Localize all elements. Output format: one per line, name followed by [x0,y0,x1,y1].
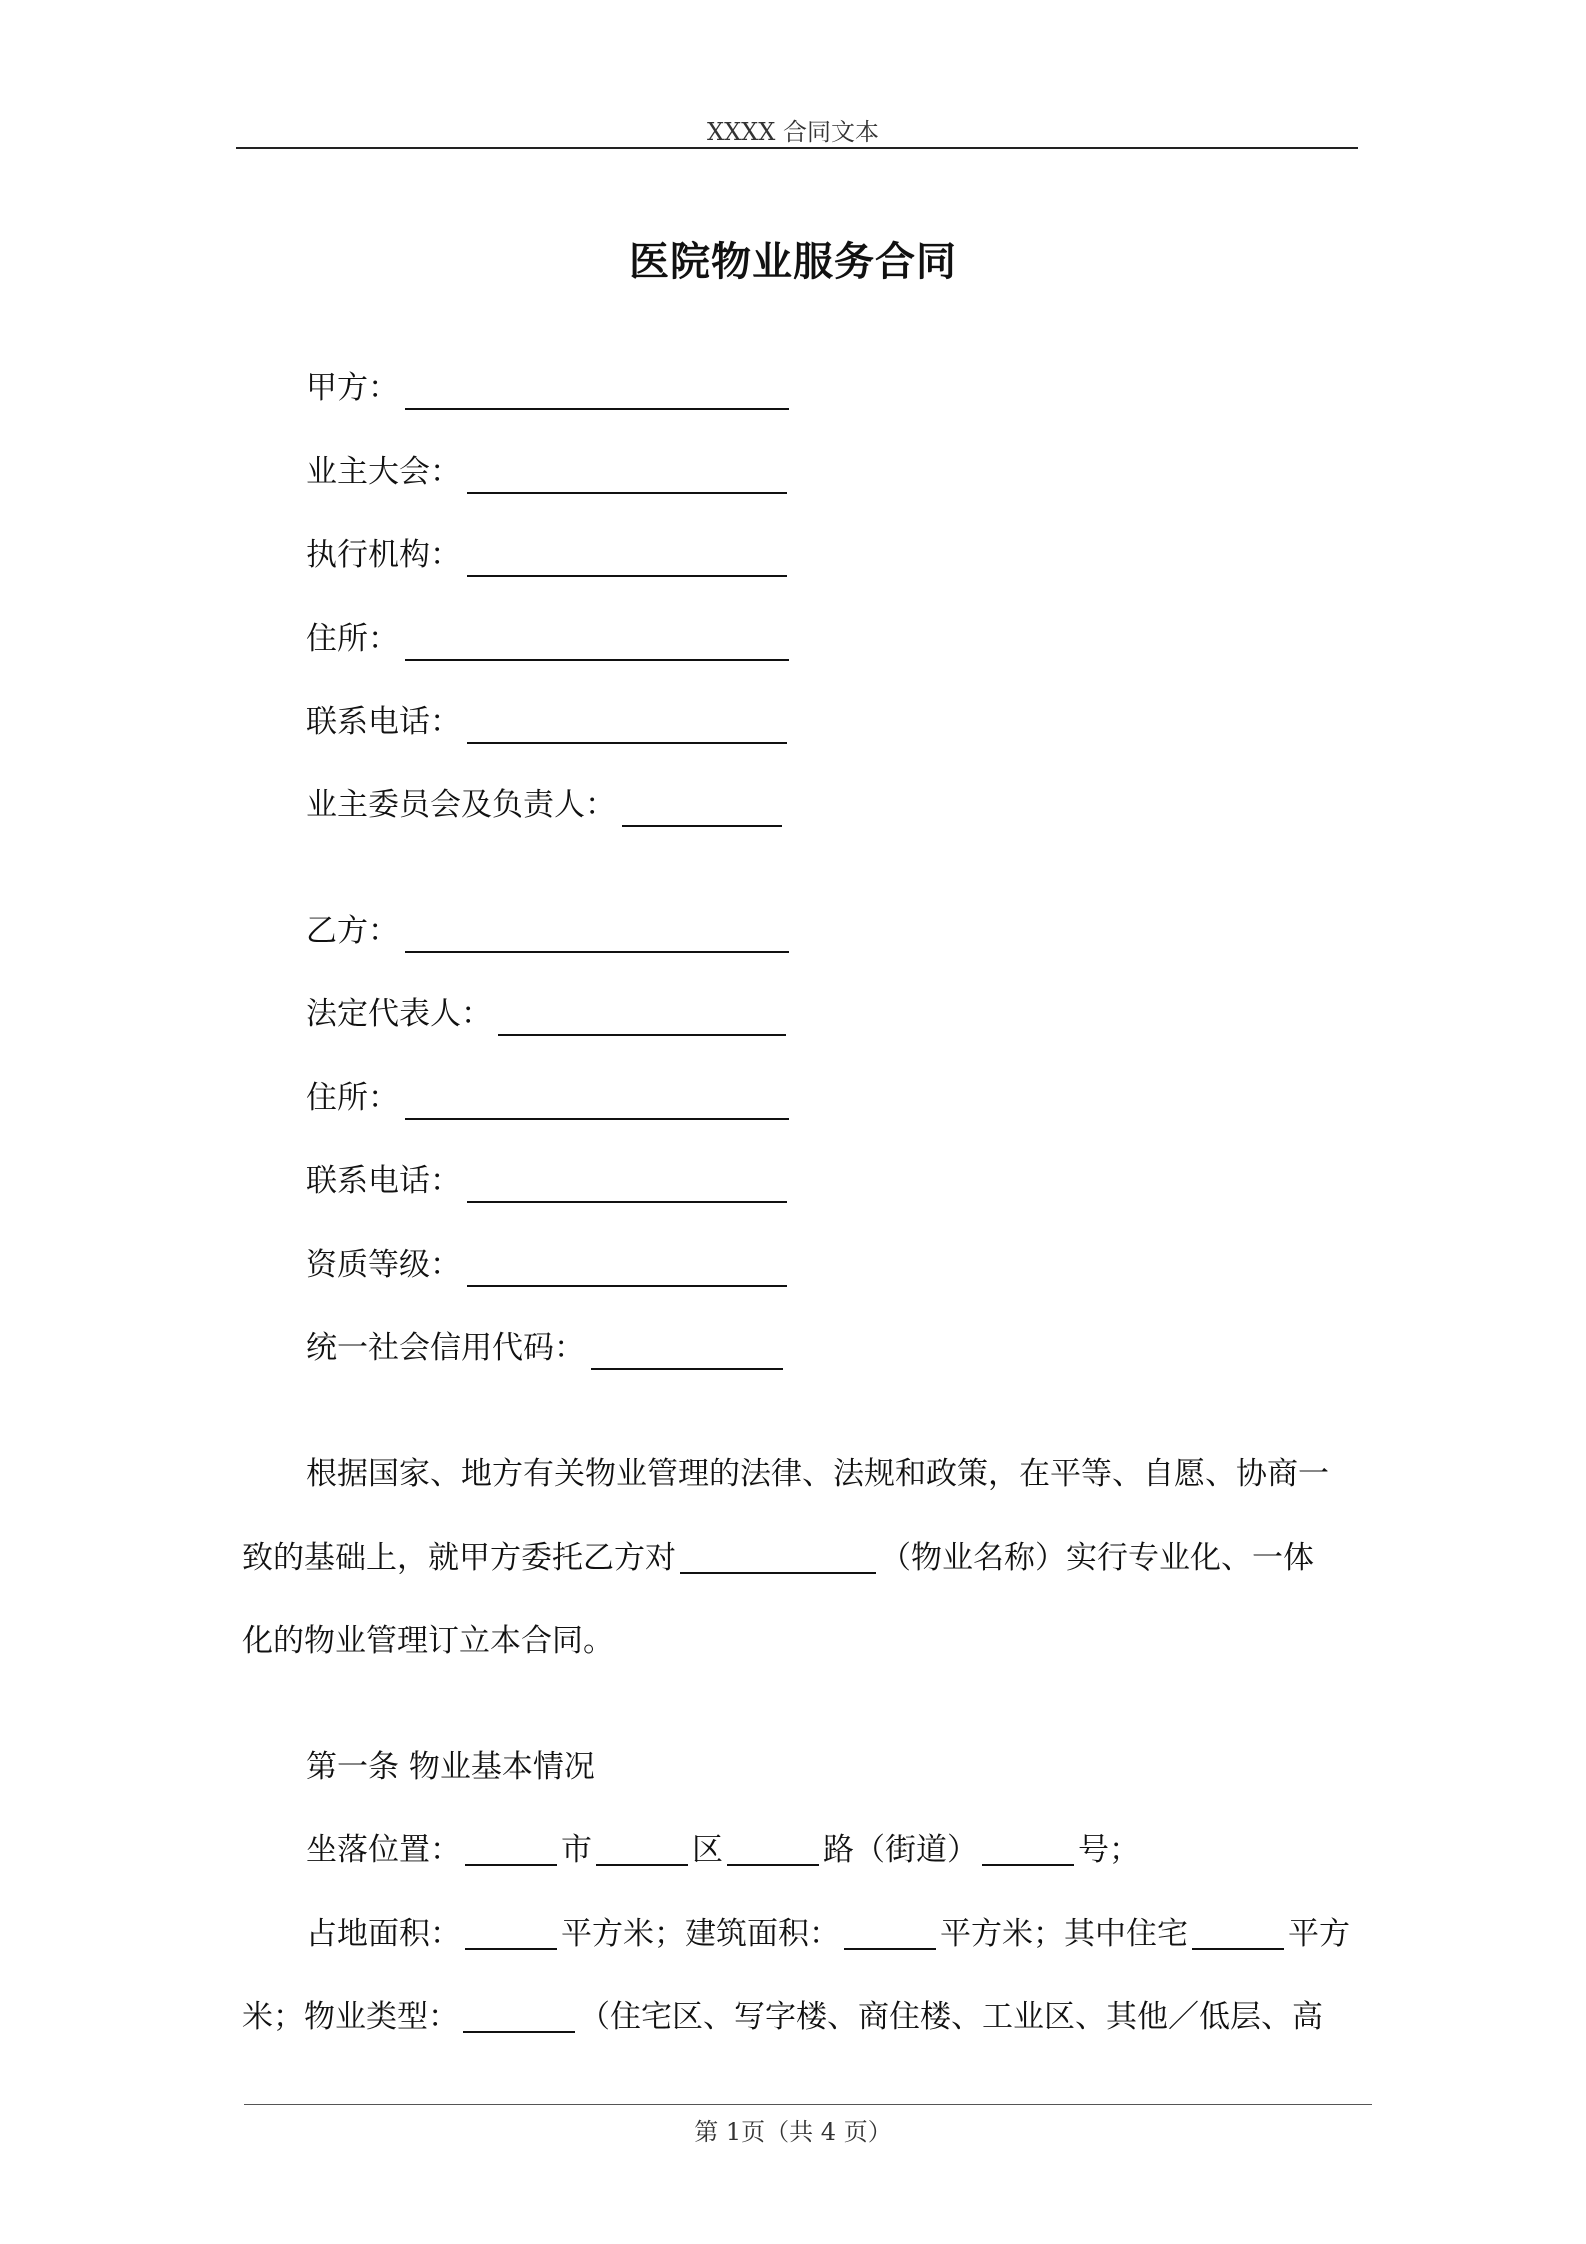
field-label: 统一社会信用代码： [306,1330,585,1366]
area-line-2 [242,1995,1323,2039]
number-text: 号； [1078,1832,1140,1868]
fill-blank[interactable] [467,710,787,744]
fill-blank[interactable] [467,460,787,494]
road-text: 路（街道） [823,1832,978,1868]
location-line [306,1828,1140,1872]
field-label: 联系电话： [306,704,461,740]
property-type-label: 米；物业类型： [242,1999,459,2035]
field-label: 法定代表人： [306,996,492,1032]
owners-assembly-field [306,450,787,494]
field-label: 业主大会： [306,454,461,490]
fill-blank[interactable] [622,793,782,827]
fill-blank[interactable] [405,1086,789,1120]
city-text: 市 [561,1832,592,1868]
area-line-1 [306,1912,1350,1956]
fill-blank[interactable] [467,543,787,577]
field-label: 甲方： [306,370,399,406]
intro-text: （物业名称）实行专业化、一体 [880,1540,1314,1576]
owners-committee-field [306,783,782,827]
field-label: 执行机构： [306,537,461,573]
article-1-heading: 第一条 物业基本情况 [306,1749,595,1785]
field-label: 资质等级： [306,1247,461,1283]
intro-text: 致的基础上，就甲方委托乙方对 [242,1540,676,1576]
fill-blank[interactable] [498,1002,786,1036]
page-header: XXXX 合同文本 [707,118,879,146]
residential-area-blank[interactable] [1192,1918,1284,1950]
field-label: 业主委员会及负责人： [306,787,616,823]
intro-line-1: 根据国家、地方有关物业管理的法律、法规和政策，在平等、自愿、协商一 [306,1456,1329,1492]
intro-line-3: 化的物业管理订立本合同。 [242,1623,614,1659]
district-text: 区 [692,1832,723,1868]
location-label: 坐落位置： [306,1832,461,1868]
fill-blank[interactable] [405,627,789,661]
area-unit-text: 平方米；建筑面积： [561,1916,840,1952]
city-blank[interactable] [465,1834,557,1866]
field-label: 联系电话： [306,1163,461,1199]
fill-blank[interactable] [405,919,789,953]
footer-divider [244,2104,1372,2105]
field-label: 住所： [306,621,399,657]
property-type-blank[interactable] [463,2001,575,2033]
number-blank[interactable] [982,1834,1074,1866]
building-area-blank[interactable] [844,1918,936,1950]
fill-blank[interactable] [591,1336,783,1370]
area-unit-text: 平方 [1288,1916,1350,1952]
credit-code-field [306,1326,783,1370]
qualification-level-field [306,1243,787,1287]
executive-body-field [306,533,787,577]
intro-line-2 [242,1536,1314,1580]
fill-blank[interactable] [467,1169,787,1203]
party-a-field [306,366,789,410]
party-b-field [306,909,789,953]
fill-blank[interactable] [467,1253,787,1287]
area-unit-text: 平方米；其中住宅 [940,1916,1188,1952]
district-blank[interactable] [596,1834,688,1866]
field-label: 乙方： [306,913,399,949]
party-b-phone-field [306,1159,787,1203]
field-label: 住所： [306,1080,399,1116]
land-area-blank[interactable] [465,1918,557,1950]
legal-representative-field [306,992,786,1036]
page-footer: 第 1页（共 4 页） [694,2118,892,2146]
land-area-label: 占地面积： [306,1916,461,1952]
property-type-options: （住宅区、写字楼、商住楼、工业区、其他／低层、高 [579,1999,1323,2035]
document-title: 医院物业服务合同 [629,239,957,285]
party-b-address-field [306,1076,789,1120]
road-blank[interactable] [727,1834,819,1866]
party-a-phone-field [306,700,787,744]
header-divider [236,147,1358,149]
property-name-blank[interactable] [680,1542,876,1574]
fill-blank[interactable] [405,376,789,410]
party-a-address-field [306,617,789,661]
